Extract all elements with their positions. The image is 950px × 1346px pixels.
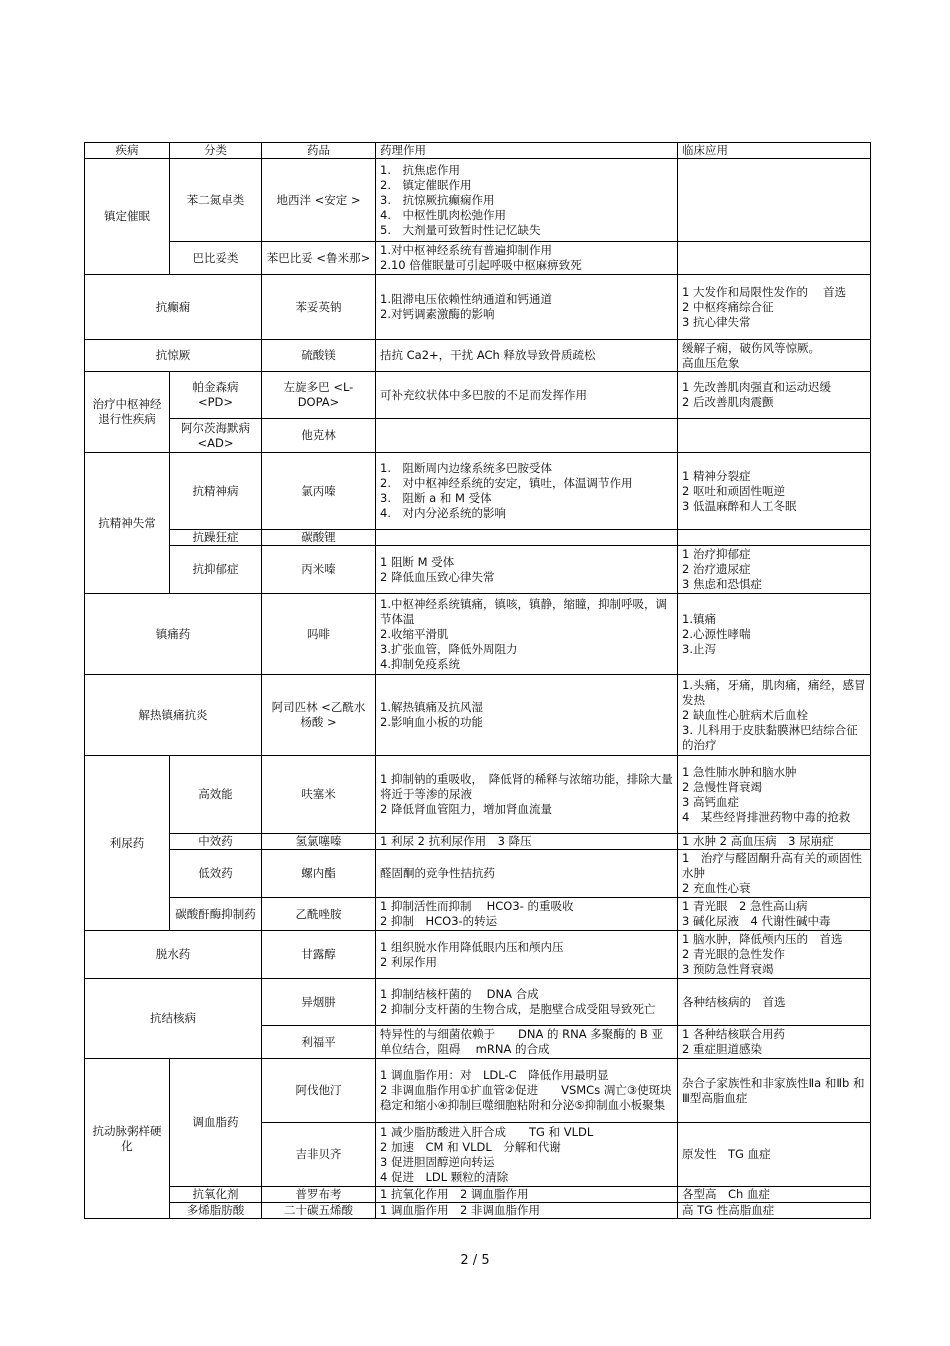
cell-line: 2 充血性心衰 bbox=[682, 881, 751, 895]
table-row bbox=[85, 546, 871, 594]
cell-line: 缓解子痫，破伤风等惊厥。 bbox=[682, 340, 820, 355]
cell-line: 2 急慢性肾衰竭 bbox=[682, 779, 762, 794]
cell-line: 高血压危象 bbox=[682, 355, 740, 370]
cell-line: 2 呕吐和顽固性呃逆 bbox=[682, 483, 785, 498]
pharmacology-cell bbox=[376, 159, 678, 242]
cell-line: 2 抑制分支杆菌的生物合成，是胞壁合成受阻导致死亡 bbox=[380, 1002, 656, 1016]
cell-line: 1.对中枢神经系统有普遍抑制作用 bbox=[380, 243, 552, 257]
cell-line: 2.收缩平滑肌 bbox=[380, 626, 449, 641]
table-row bbox=[85, 898, 871, 931]
header-pharmacology: 药理作用 bbox=[376, 143, 678, 159]
clinical-cell bbox=[678, 1059, 871, 1123]
cell-line: 1 先改善肌肉强直和运动迟缓 bbox=[682, 380, 831, 394]
table-row bbox=[85, 931, 871, 979]
pharmacology-cell bbox=[376, 340, 678, 372]
cell-line: 1 组织脱水作用降低眼内压和颅内压 bbox=[380, 939, 564, 954]
cell-line: 2 治疗遗尿症 bbox=[682, 562, 751, 576]
cell-line: 1.解热镇痛及抗风湿 bbox=[380, 700, 483, 714]
cell-line: 3 抗心律失常 bbox=[682, 314, 751, 329]
clinical-cell bbox=[678, 979, 871, 1026]
clinical-cell bbox=[678, 372, 871, 419]
pharmacology-cell bbox=[376, 419, 678, 453]
cell-line: 2 后改善肌肉震颤 bbox=[682, 395, 774, 409]
table-row bbox=[85, 756, 871, 834]
cell-line: 2 抑制 HCO3-的转运 bbox=[380, 914, 498, 928]
category-cell: 碳酸酐酶抑制药 bbox=[170, 898, 262, 931]
drug-cell: 普罗布考 bbox=[262, 1187, 376, 1203]
pharmacology-cell bbox=[376, 1187, 678, 1203]
cell-line: 1 精神分裂症 bbox=[682, 468, 751, 483]
cell-line: 1. 阻断周内边缘系统多巴胺受体 bbox=[380, 461, 552, 475]
cell-line: 2.10 倍催眠量可引起呼吸中枢麻痹致死 bbox=[380, 258, 582, 272]
table-row bbox=[85, 594, 871, 675]
category-cell: 多烯脂肪酸 bbox=[170, 1203, 262, 1219]
cell-line: 1 调血脂作用 2 非调血脂作用 bbox=[380, 1203, 540, 1217]
table-header-row bbox=[85, 143, 871, 159]
drug-cell: 苯巴比妥 <鲁米那> bbox=[262, 242, 376, 275]
header-category: 分类 bbox=[170, 143, 262, 159]
disease-cell: 解热镇痛抗炎 bbox=[85, 675, 262, 756]
pharmacology-cell bbox=[376, 1123, 678, 1187]
cell-line: 3. 儿科用于皮肤黏膜淋巴结综合征的治疗 bbox=[682, 722, 858, 752]
pharmacology-cell bbox=[376, 242, 678, 275]
cell-line: 1 青光眼 2 急性高山病 bbox=[682, 899, 808, 913]
disease-cell: 抗精神失常 bbox=[85, 453, 170, 594]
cell-line: 拮抗 Ca2+，干扰 ACh 释放导致骨质疏松 bbox=[380, 348, 596, 362]
clinical-cell bbox=[678, 931, 871, 979]
drug-cell: 左旋多巴 <L-DOPA> bbox=[262, 372, 376, 419]
category-cell: 巴比妥类 bbox=[170, 242, 262, 275]
pharmacology-cell bbox=[376, 756, 678, 834]
cell-line: 1 阻断 M 受体 bbox=[380, 554, 455, 569]
pharmacology-cell bbox=[376, 546, 678, 594]
cell-line: 1 抑制结核杆菌的 DNA 合成 bbox=[380, 987, 539, 1001]
cell-line: 1 治疗与醛固酮升高有关的顽固性水肿 bbox=[682, 851, 862, 880]
pharmacology-cell bbox=[376, 834, 678, 850]
cell-line: 1 抑制钠的重吸收， 降低肾的稀释与浓缩功能，排除大量将近于等渗的尿液 bbox=[380, 772, 673, 801]
table-row bbox=[85, 675, 871, 756]
drug-cell: 丙米嗪 bbox=[262, 546, 376, 594]
table-row bbox=[85, 372, 871, 419]
drug-cell: 甘露醇 bbox=[262, 931, 376, 979]
cell-line: 1 治疗抑郁症 bbox=[682, 547, 751, 561]
cell-line: 高 TG 性高脂血症 bbox=[682, 1203, 775, 1217]
drug-cell: 阿司匹林 <乙酰水杨酸 > bbox=[262, 675, 376, 756]
cell-line: 4 促进 LDL 颗粒的清除 bbox=[380, 1169, 509, 1184]
cell-line: 3.止泻 bbox=[682, 641, 716, 656]
category-cell: 抗氧化剂 bbox=[170, 1187, 262, 1203]
disease-cell: 利尿药 bbox=[85, 756, 170, 931]
cell-line: 特异性的与细菌依赖于 DNA 的 RNA 多聚酶的 B 亚单位结合，阻碍 mRNA 的合成 bbox=[380, 1027, 663, 1056]
cell-line: 2 重症胆道感染 bbox=[682, 1042, 762, 1056]
drug-cell: 二十碳五烯酸 bbox=[262, 1203, 376, 1219]
drug-cell: 他克林 bbox=[262, 419, 376, 453]
table-row bbox=[85, 834, 871, 850]
pharmacology-cell bbox=[376, 594, 678, 675]
drug-table bbox=[84, 142, 871, 1219]
clinical-cell bbox=[678, 594, 871, 675]
cell-line: 各种结核病的 首选 bbox=[682, 994, 786, 1009]
cell-line: 各型高 Ch 血症 bbox=[682, 1187, 770, 1201]
header-clinical: 临床应用 bbox=[678, 143, 871, 159]
cell-line: 2 中枢疼痛综合征 bbox=[682, 299, 774, 314]
disease-cell: 治疗中枢神经退行性疾病 bbox=[85, 372, 170, 453]
disease-cell: 脱水药 bbox=[85, 931, 262, 979]
clinical-cell bbox=[678, 850, 871, 898]
cell-line: 4 某些经肾排泄药物中毒的抢救 bbox=[682, 809, 851, 824]
clinical-cell bbox=[678, 242, 871, 275]
clinical-cell bbox=[678, 419, 871, 453]
drug-cell: 吉非贝齐 bbox=[262, 1123, 376, 1187]
pharmacology-cell bbox=[376, 979, 678, 1026]
cell-line: 2 加速 CM 和 VLDL 分解和代谢 bbox=[380, 1139, 561, 1154]
drug-cell: 氯丙嗪 bbox=[262, 453, 376, 530]
table-row bbox=[85, 419, 871, 453]
table-row bbox=[85, 275, 871, 340]
cell-line: 原发性 TG 血症 bbox=[682, 1147, 771, 1161]
cell-line: 4. 对内分泌系统的影响 bbox=[380, 506, 506, 520]
pharmacology-cell bbox=[376, 850, 678, 898]
cell-line: 2. 对中枢神经系统的安定，镇吐，体温调节作用 bbox=[380, 476, 633, 490]
table-row bbox=[85, 1203, 871, 1219]
clinical-cell bbox=[678, 675, 871, 756]
cell-line: 醛固酮的竞争性拮抗药 bbox=[380, 866, 495, 880]
category-cell: 抗精神病 bbox=[170, 453, 262, 530]
table-row bbox=[85, 340, 871, 372]
cell-line: 3.扩张血管，降低外周阻力 bbox=[380, 641, 518, 656]
cell-line: 2.心源性哮喘 bbox=[682, 626, 751, 641]
cell-line: 1. 抗焦虑作用 bbox=[380, 162, 460, 177]
cell-line: 3 预防急性肾衰竭 bbox=[682, 962, 774, 976]
disease-cell: 抗惊厥 bbox=[85, 340, 262, 372]
category-cell: 调血脂药 bbox=[170, 1059, 262, 1187]
pharmacology-cell bbox=[376, 1203, 678, 1219]
table-row bbox=[85, 979, 871, 1026]
cell-line: 1 急性肺水肿和脑水肿 bbox=[682, 764, 797, 779]
cell-line: 1.镇痛 bbox=[682, 611, 716, 626]
disease-cell: 抗结核病 bbox=[85, 979, 262, 1059]
clinical-cell bbox=[678, 834, 871, 850]
clinical-cell bbox=[678, 1123, 871, 1187]
drug-cell: 利福平 bbox=[262, 1026, 376, 1059]
disease-cell: 抗动脉粥样硬化 bbox=[85, 1059, 170, 1219]
cell-line: 1 抗氧化作用 2 调血脂作用 bbox=[380, 1187, 529, 1201]
cell-line: 3 低温麻醉和人工冬眠 bbox=[682, 498, 797, 513]
category-cell: 低效药 bbox=[170, 850, 262, 898]
clinical-cell bbox=[678, 546, 871, 594]
cell-line: 3 促进胆固醇逆向转运 bbox=[380, 1154, 495, 1169]
clinical-cell bbox=[678, 898, 871, 931]
cell-line: 1 水肿 2 高血压病 3 尿崩症 bbox=[682, 834, 834, 848]
cell-line: 2 降低血压致心律失常 bbox=[380, 569, 495, 584]
cell-line: 可补充纹状体中多巴胺的不足而发挥作用 bbox=[380, 387, 587, 402]
disease-cell: 抗癫痫 bbox=[85, 275, 262, 340]
cell-line: 1 调血脂作用：对 LDL-C 降低作用最明显 bbox=[380, 1068, 609, 1082]
cell-line: 3. 阻断 a 和 M 受体 bbox=[380, 491, 492, 505]
pharmacology-cell bbox=[376, 275, 678, 340]
cell-line: 4.抑制免疫系统 bbox=[380, 656, 460, 671]
drug-cell: 异烟肼 bbox=[262, 979, 376, 1026]
table-row bbox=[85, 159, 871, 242]
table-row bbox=[85, 1059, 871, 1123]
cell-line: 2.对钙调素激酶的影响 bbox=[380, 307, 495, 321]
cell-line: 1 脑水肿，降低颅内压的 首选 bbox=[682, 932, 843, 946]
pharmacology-cell bbox=[376, 675, 678, 756]
cell-line: 3 焦虑和恐惧症 bbox=[682, 577, 762, 591]
clinical-cell bbox=[678, 453, 871, 530]
header-disease: 疾病 bbox=[85, 143, 170, 159]
cell-line: 1 大发作和局限性发作的 首选 bbox=[682, 284, 847, 299]
clinical-cell bbox=[678, 1187, 871, 1203]
table-row bbox=[85, 850, 871, 898]
pharmacology-cell bbox=[376, 898, 678, 931]
drug-cell: 螺内酯 bbox=[262, 850, 376, 898]
drug-cell: 阿伐他汀 bbox=[262, 1059, 376, 1123]
cell-line: 2 缺血性心脏病术后血栓 bbox=[682, 707, 808, 722]
cell-line: 4. 中枢性肌肉松弛作用 bbox=[380, 207, 506, 222]
cell-line: 1.阻滞电压依赖性纳通道和钙通道 bbox=[380, 292, 552, 306]
category-cell: 高效能 bbox=[170, 756, 262, 834]
cell-line: 1 抑制活性而抑制 HCO3- 的重吸收 bbox=[380, 899, 574, 913]
cell-line: 1 各种结核联合用药 bbox=[682, 1027, 785, 1041]
drug-cell: 苯妥英钠 bbox=[262, 275, 376, 340]
page-number: 2 / 5 bbox=[460, 1253, 490, 1268]
table-row bbox=[85, 530, 871, 546]
drug-cell: 乙酰唑胺 bbox=[262, 898, 376, 931]
clinical-cell bbox=[678, 159, 871, 242]
drug-cell: 硫酸镁 bbox=[262, 340, 376, 372]
cell-line: 1 减少脂肪酸进入肝合成 TG 和 VLDL bbox=[380, 1124, 594, 1139]
category-cell: 帕金森病 <PD> bbox=[170, 372, 262, 419]
cell-line: 3 高钙血症 bbox=[682, 794, 739, 809]
clinical-cell bbox=[678, 340, 871, 372]
cell-line: 杂合子家族性和非家族性Ⅱa 和Ⅱb 和Ⅲ型高脂血症 bbox=[682, 1075, 865, 1105]
pharmacology-cell bbox=[376, 530, 678, 546]
drug-cell: 呋塞米 bbox=[262, 756, 376, 834]
clinical-cell bbox=[678, 756, 871, 834]
category-cell: 苯二氮卓类 bbox=[170, 159, 262, 242]
category-cell: 阿尔茨海默病<AD> bbox=[170, 419, 262, 453]
cell-line: 2 降低肾血管阻力，增加肾血流量 bbox=[380, 802, 552, 816]
drug-cell: 吗啡 bbox=[262, 594, 376, 675]
cell-line: 1.头痛，牙痛，肌肉痛，痛经，感冒发热 bbox=[682, 677, 866, 707]
cell-line: 1 利尿 2 抗利尿作用 3 降压 bbox=[380, 834, 532, 848]
cell-line: 5. 大剂量可致暂时性记忆缺失 bbox=[380, 222, 541, 237]
category-cell: 抗抑郁症 bbox=[170, 546, 262, 594]
pharmacology-cell bbox=[376, 1026, 678, 1059]
cell-line: 2 青光眼的急性发作 bbox=[682, 947, 785, 961]
drug-cell: 氢氯噻嗪 bbox=[262, 834, 376, 850]
header-drug: 药品 bbox=[262, 143, 376, 159]
table-row bbox=[85, 453, 871, 530]
disease-cell: 镇痛药 bbox=[85, 594, 262, 675]
cell-line: 2. 镇定催眠作用 bbox=[380, 177, 472, 192]
pharmacology-cell bbox=[376, 372, 678, 419]
pharmacology-cell bbox=[376, 1059, 678, 1123]
drug-cell: 地西泮 <安定 > bbox=[262, 159, 376, 242]
category-cell: 中效药 bbox=[170, 834, 262, 850]
cell-line: 3 碱化尿液 4 代谢性碱中毒 bbox=[682, 914, 831, 928]
pharmacology-cell bbox=[376, 931, 678, 979]
table-row bbox=[85, 1187, 871, 1203]
clinical-cell bbox=[678, 1203, 871, 1219]
category-cell: 抗躁狂症 bbox=[170, 530, 262, 546]
clinical-cell bbox=[678, 530, 871, 546]
disease-cell: 镇定催眠 bbox=[85, 159, 170, 275]
cell-line: 1.中枢神经系统镇痛，镇咳，镇静，缩瞳，抑制呼吸，调节体温 bbox=[380, 596, 667, 626]
drug-cell: 碳酸锂 bbox=[262, 530, 376, 546]
cell-line: 2 利尿作用 bbox=[380, 954, 437, 969]
clinical-cell bbox=[678, 1026, 871, 1059]
table-row bbox=[85, 242, 871, 275]
cell-line: 2.影响血小板的功能 bbox=[380, 715, 483, 729]
cell-line: 2 非调血脂作用①扩血管②促进 VSMCs 凋亡③使斑块稳定和缩小④抑制巨噬细胞粘附和分泌⑤抑制血小板聚集 bbox=[380, 1083, 672, 1112]
cell-line: 3. 抗惊厥抗癫痫作用 bbox=[380, 192, 495, 207]
clinical-cell bbox=[678, 275, 871, 340]
pharmacology-cell bbox=[376, 453, 678, 530]
